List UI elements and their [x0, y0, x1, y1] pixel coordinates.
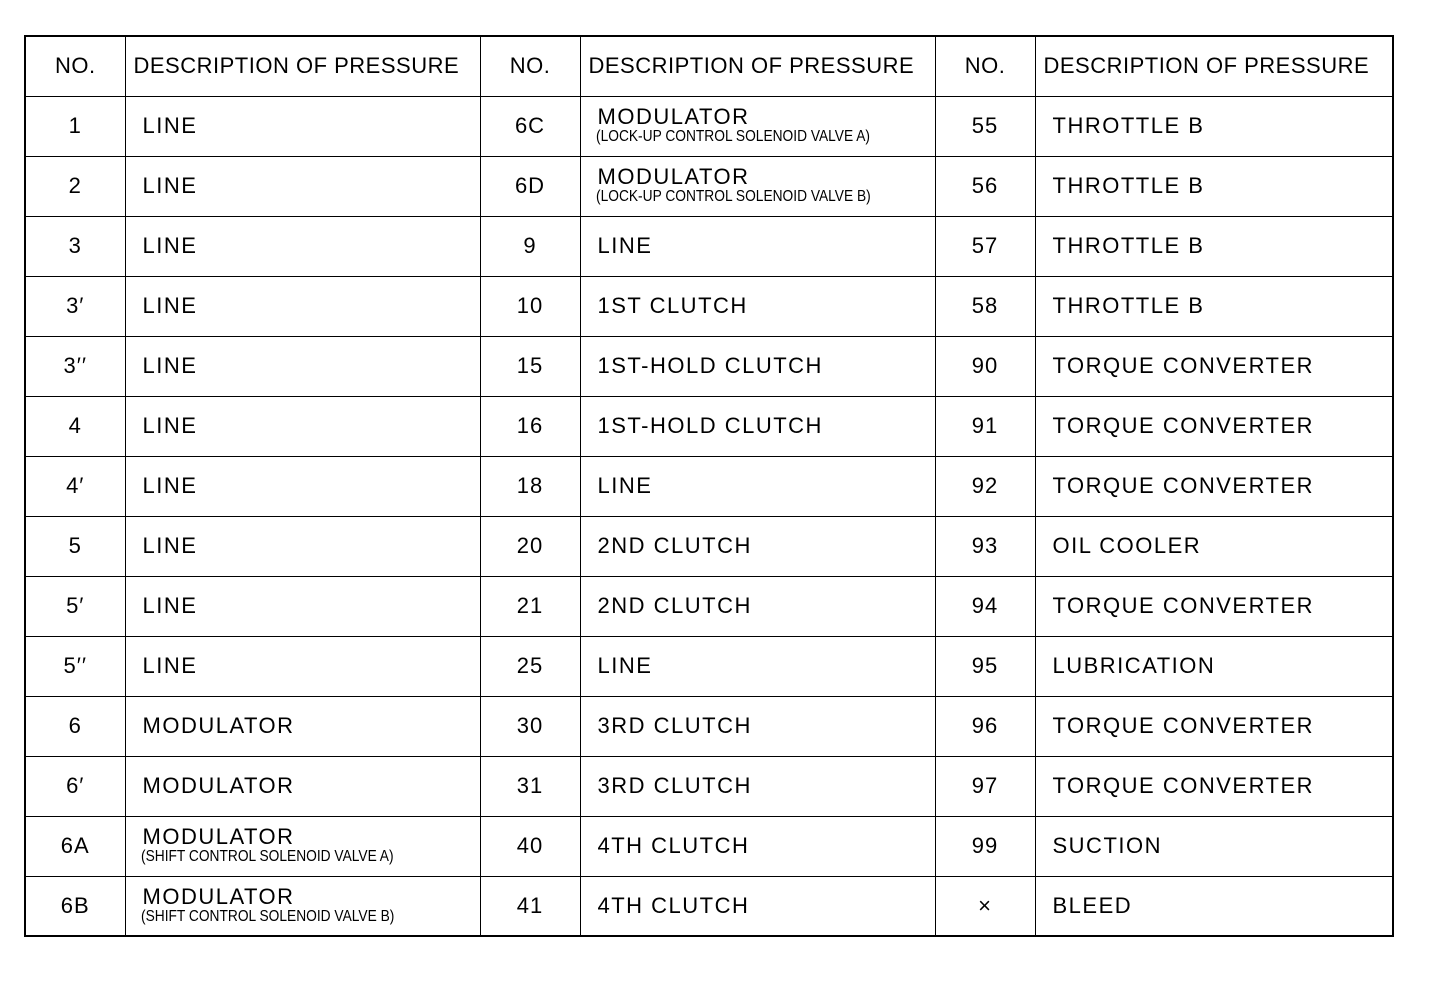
pressure-description [125, 576, 480, 636]
pressure-number: 6A [25, 816, 125, 876]
pressure-description [1035, 756, 1393, 816]
pressure-number: 5′ [25, 576, 125, 636]
pressure-description [1035, 876, 1393, 936]
pressure-description [1035, 396, 1393, 456]
table-row [25, 396, 1393, 456]
pressure-number: 18 [480, 456, 580, 516]
pressure-description-text: 3RD CLUTCH [597, 773, 752, 798]
pressure-description-text: MODULATOR [597, 104, 750, 129]
pressure-description [580, 336, 935, 396]
pressure-number: 5 [25, 516, 125, 576]
pressure-description-text: LINE [597, 473, 653, 498]
pressure-description-text: 4TH CLUTCH [597, 892, 750, 918]
pressure-description [580, 216, 935, 276]
pressure-number: 90 [935, 336, 1035, 396]
pressure-number: 3′ [25, 276, 125, 336]
pressure-description [125, 756, 480, 816]
pressure-number: 6C [480, 96, 580, 156]
pressure-description [125, 96, 480, 156]
pressure-description-text: LINE [142, 533, 198, 558]
pressure-description [580, 816, 935, 876]
pressure-description-text: THROTTLE B [1052, 173, 1205, 198]
pressure-number: 6B [25, 876, 125, 936]
pressure-description [1035, 336, 1393, 396]
pressure-description [125, 276, 480, 336]
pressure-number: 5′′ [25, 636, 125, 696]
table-row [25, 696, 1393, 756]
pressure-description-text: LUBRICATION [1052, 653, 1216, 678]
pressure-description-text: 1ST CLUTCH [597, 293, 748, 318]
pressure-number: 6′ [25, 756, 125, 816]
pressure-description-text: LINE [597, 653, 653, 678]
pressure-number: 20 [480, 516, 580, 576]
pressure-description-text: LINE [142, 113, 198, 138]
pressure-description-text: THROTTLE B [1052, 293, 1205, 318]
pressure-description-text: TORQUE CONVERTER [1052, 353, 1315, 378]
table-row [25, 516, 1393, 576]
pressure-number: 31 [480, 756, 580, 816]
pressure-description-text: BLEED [1052, 892, 1133, 918]
pressure-number: 9 [480, 216, 580, 276]
pressure-description-text: 2ND CLUTCH [597, 533, 752, 558]
pressure-description-note: (LOCK-UP CONTROL SOLENOID VALVE A) [595, 128, 870, 145]
pressure-description [580, 636, 935, 696]
table-row [25, 456, 1393, 516]
pressure-description [580, 756, 935, 816]
pressure-description [125, 216, 480, 276]
pressure-description-text: TORQUE CONVERTER [1052, 413, 1315, 438]
pressure-description-text: 1ST-HOLD CLUTCH [597, 413, 823, 438]
pressure-number: 21 [480, 576, 580, 636]
table-header [25, 36, 1393, 96]
pressure-description [580, 876, 935, 936]
pressure-description [580, 156, 935, 216]
table-row [25, 576, 1393, 636]
pressure-number: 56 [935, 156, 1035, 216]
pressure-description [125, 876, 480, 936]
pressure-description-text: THROTTLE B [1052, 113, 1205, 138]
pressure-description [125, 456, 480, 516]
pressure-description-note: (SHIFT CONTROL SOLENOID VALVE A) [140, 848, 394, 865]
pressure-description [1035, 816, 1393, 876]
table-row [25, 336, 1393, 396]
table-body [25, 96, 1393, 936]
pressure-description [580, 516, 935, 576]
pressure-number: 97 [935, 756, 1035, 816]
table-row [25, 816, 1393, 876]
pressure-number: 40 [480, 816, 580, 876]
pressure-number: 94 [935, 576, 1035, 636]
pressure-number: 91 [935, 396, 1035, 456]
pressure-description-text: MODULATOR [597, 164, 750, 189]
pressure-description-text: LINE [142, 593, 198, 618]
pressure-description-text: SUCTION [1052, 833, 1162, 858]
pressure-description-text: TORQUE CONVERTER [1052, 773, 1315, 798]
pressure-number: 96 [935, 696, 1035, 756]
pressure-description [125, 696, 480, 756]
header-description: DESCRIPTION OF PRESSURE [1035, 36, 1393, 96]
pressure-number: × [935, 876, 1035, 936]
pressure-description-text: LINE [142, 293, 198, 318]
pressure-description-text: LINE [142, 653, 198, 678]
pressure-description [1035, 456, 1393, 516]
pressure-description [125, 336, 480, 396]
pressure-number: 30 [480, 696, 580, 756]
pressure-description-text: LINE [597, 233, 653, 258]
header-description: DESCRIPTION OF PRESSURE [125, 36, 480, 96]
pressure-description [125, 516, 480, 576]
pressure-description [580, 96, 935, 156]
pressure-description [125, 636, 480, 696]
pressure-number: 16 [480, 396, 580, 456]
table-row [25, 756, 1393, 816]
pressure-description-text: MODULATOR [142, 713, 295, 738]
pressure-description [125, 396, 480, 456]
pressure-description [1035, 516, 1393, 576]
table-row [25, 216, 1393, 276]
pressure-description-note: (SHIFT CONTROL SOLENOID VALVE B) [140, 907, 394, 925]
pressure-description-note: (LOCK-UP CONTROL SOLENOID VALVE B) [595, 188, 871, 205]
pressure-number: 99 [935, 816, 1035, 876]
pressure-description [580, 396, 935, 456]
pressure-number: 15 [480, 336, 580, 396]
table-row [25, 876, 1393, 936]
table-row [25, 276, 1393, 336]
pressure-number: 55 [935, 96, 1035, 156]
pressure-number: 10 [480, 276, 580, 336]
pressure-number: 6 [25, 696, 125, 756]
pressure-description [1035, 96, 1393, 156]
pressure-number: 3 [25, 216, 125, 276]
pressure-description [125, 816, 480, 876]
header-no: NO. [935, 36, 1035, 96]
table-row [25, 636, 1393, 696]
pressure-number: 25 [480, 636, 580, 696]
pressure-description-text: MODULATOR [142, 883, 295, 909]
pressure-description-table [24, 35, 1394, 937]
header-description: DESCRIPTION OF PRESSURE [580, 36, 935, 96]
pressure-description [580, 276, 935, 336]
pressure-description-text: 1ST-HOLD CLUTCH [597, 353, 823, 378]
pressure-number: 2 [25, 156, 125, 216]
pressure-description-text: TORQUE CONVERTER [1052, 593, 1315, 618]
pressure-description-text: TORQUE CONVERTER [1052, 713, 1315, 738]
pressure-description-text: LINE [142, 353, 198, 378]
pressure-description [1035, 696, 1393, 756]
header-row [25, 36, 1393, 96]
pressure-number: 93 [935, 516, 1035, 576]
pressure-description [1035, 156, 1393, 216]
pressure-description-text: LINE [142, 173, 198, 198]
pressure-description [1035, 216, 1393, 276]
pressure-description [580, 696, 935, 756]
table-row [25, 96, 1393, 156]
pressure-description [1035, 276, 1393, 336]
pressure-number: 1 [25, 96, 125, 156]
pressure-description [1035, 576, 1393, 636]
pressure-number: 4′ [25, 456, 125, 516]
pressure-number: 41 [480, 876, 580, 936]
header-no: NO. [25, 36, 125, 96]
pressure-description-text: MODULATOR [142, 773, 295, 798]
pressure-description-text: 2ND CLUTCH [597, 593, 752, 618]
pressure-number: 57 [935, 216, 1035, 276]
pressure-description-text: TORQUE CONVERTER [1052, 473, 1315, 498]
pressure-number: 3′′ [25, 336, 125, 396]
pressure-description-text: 4TH CLUTCH [597, 833, 750, 858]
pressure-number: 92 [935, 456, 1035, 516]
pressure-description-text: 3RD CLUTCH [597, 713, 752, 738]
pressure-number: 6D [480, 156, 580, 216]
header-no: NO. [480, 36, 580, 96]
pressure-description-text: OIL COOLER [1052, 533, 1202, 558]
pressure-number: 58 [935, 276, 1035, 336]
pressure-description-text: LINE [142, 233, 198, 258]
pressure-description-text: LINE [142, 473, 198, 498]
pressure-number: 95 [935, 636, 1035, 696]
pressure-description-text: MODULATOR [142, 824, 295, 849]
pressure-description-text: THROTTLE B [1052, 233, 1205, 258]
pressure-description-text: LINE [142, 413, 198, 438]
pressure-description [580, 576, 935, 636]
pressure-number: 4 [25, 396, 125, 456]
pressure-description [125, 156, 480, 216]
pressure-description [580, 456, 935, 516]
table-row [25, 156, 1393, 216]
pressure-description [1035, 636, 1393, 696]
